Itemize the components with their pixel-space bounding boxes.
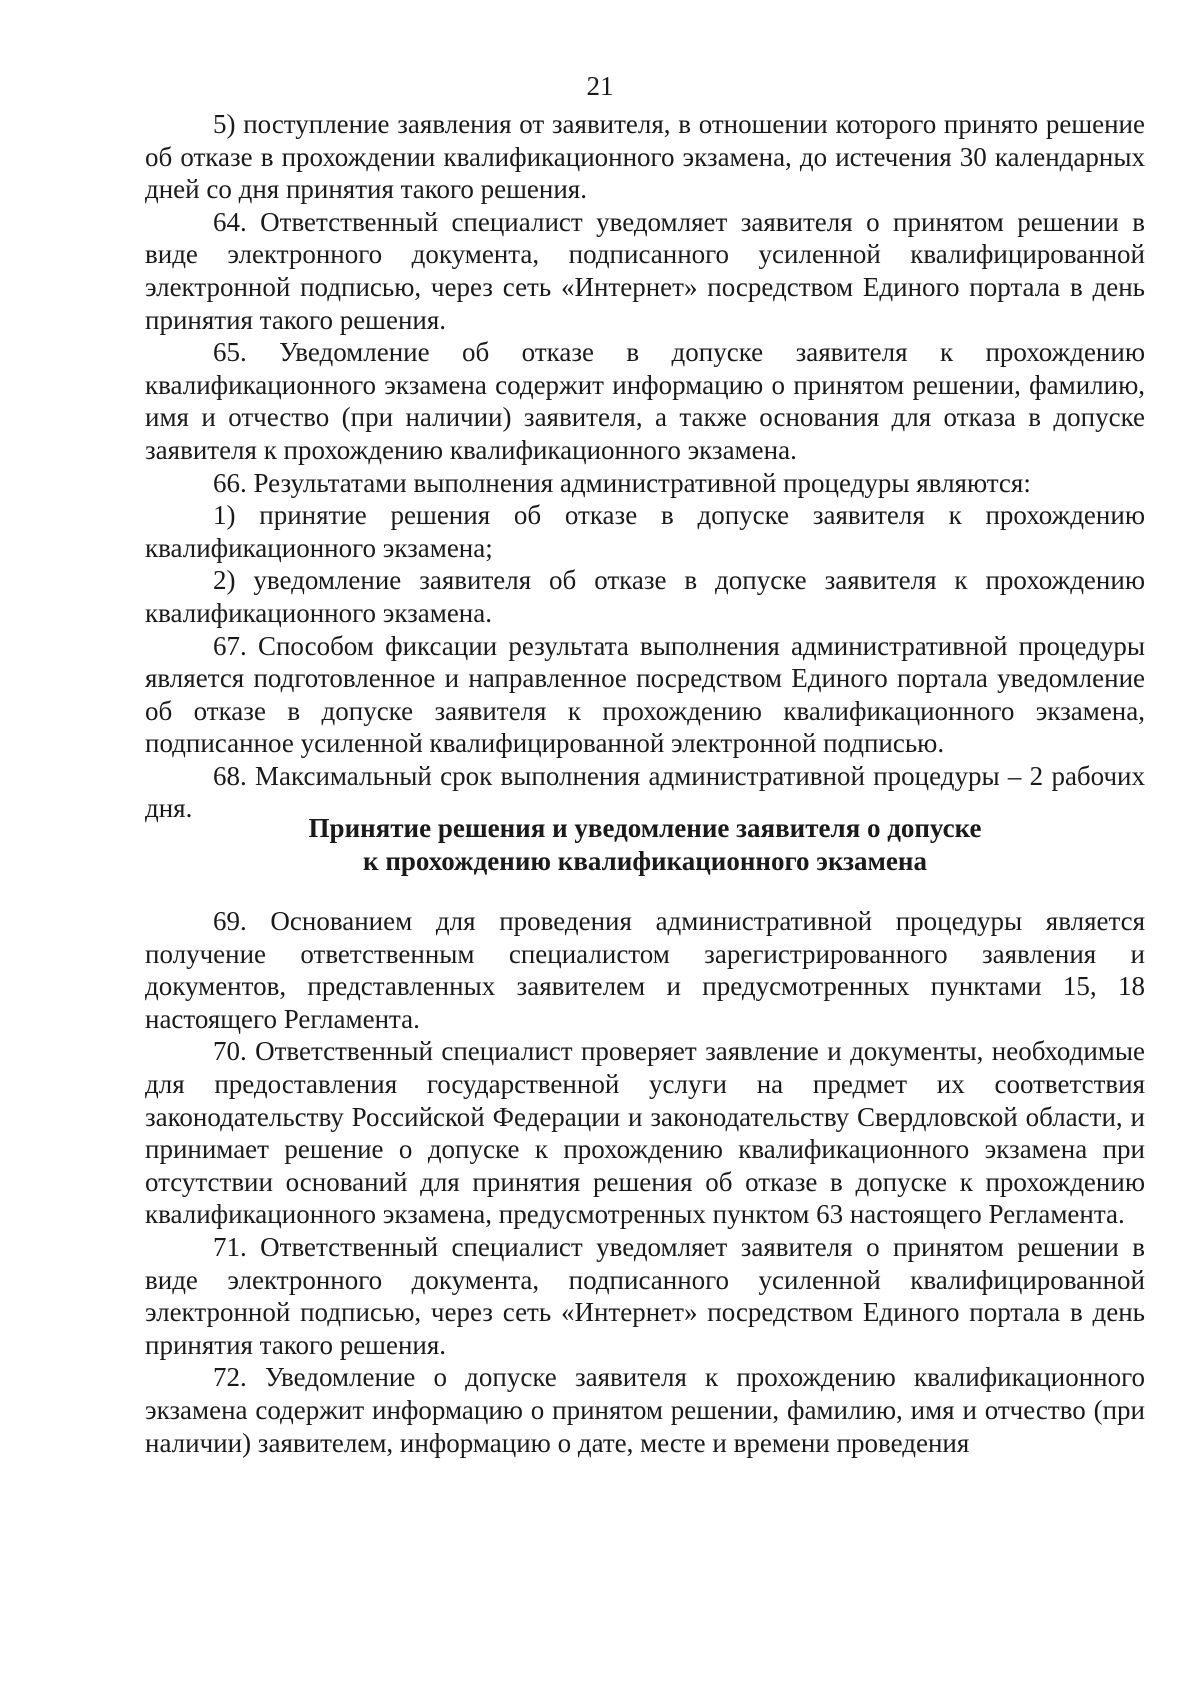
paragraph-72: 72. Уведомление о допуске заявителя к прохождению квалификационного экзамена содержит информацию о принятом решении, фамилию, имя и отчество (при наличии) заявителем, информацию о дате, месте и времени проведения	[145, 1362, 1145, 1458]
paragraph-66: 66. Результатами выполнения административной процедуры являются:	[213, 467, 1031, 498]
paragraph-70: 70. Ответственный специалист проверяет заявление и документы, необходимые для предоставления государственной услуги на предмет их соответствия законодательству Российской Федерации и законодательству Свердловской области, и принимает решение о допуске к прохождению квалификационного экзамена при отсутствии оснований для принятия решения об отказе в допуске к прохождению квалификационного экзамена, предусмотренных пунктом 63 настоящего Регламента.	[145, 1036, 1145, 1230]
paragraph-65: 65. Уведомление об отказе в допуске заявителя к прохождению квалификационного экзамена содержит информацию о принятом решении, фамилию, имя и отчество (при наличии) заявителя, а также основания для отказа в допуске заявителя к прохождению квалификационного экзамена.	[145, 337, 1145, 465]
paragraph-66-item-2: 2) уведомление заявителя об отказе в допуске заявителя к прохождению квалификационного экзамена.	[145, 565, 1145, 628]
heading-line-2: к прохождению квалификационного экзамена	[363, 846, 927, 876]
paragraph-69: 69. Основанием для проведения административной процедуры является получение ответственным специалистом зарегистрированного заявления и документов, представленных заявителем и предусмотренных пунктами 15, 18 настоящего Регламента.	[145, 906, 1145, 1034]
page-number: 21	[586, 71, 614, 101]
paragraph-67: 67. Способом фиксации результата выполнения административной процедуры является подготовленное и направленное посредством Единого портала уведомление об отказе в допуске заявителя к прохождению квалификационного экзамена, подписанное усиленной квалифицированной электронной подписью.	[145, 630, 1145, 759]
heading-line-1: Принятие решения и уведомление заявителя о допуске	[308, 813, 982, 843]
section-lower	[145, 905, 1145, 1459]
paragraph-5: 5) поступление заявления от заявителя, в отношении которого принято решение об отказе в прохождении квалификационного экзамена, до истечения 30 календарных дней со дня принятия такого решения.	[145, 109, 1145, 205]
section-upper	[145, 108, 1145, 825]
paragraph-71: 71. Ответственный специалист уведомляет заявителя о принятом решении в виде электронного документа, подписанного усиленной квалифицированной электронной подписью, через сеть «Интернет» посредством Единого портала в день принятия такого решения.	[145, 1231, 1145, 1360]
paragraph-68: 68. Максимальный срок выполнения административной процедуры – 2 рабочих дня.	[145, 760, 1145, 824]
section-heading	[145, 812, 1145, 878]
paragraph-66-item-1: 1) принятие решения об отказе в допуске заявителя к прохождению квалификационного экзамена;	[145, 500, 1145, 563]
paragraph-64: 64. Ответственный специалист уведомляет заявителя о принятом решении в виде электронного документа, подписанного усиленной квалифицированной электронной подписью, через сеть «Интернет» посредством Единого портала в день принятия такого решения.	[145, 206, 1145, 335]
